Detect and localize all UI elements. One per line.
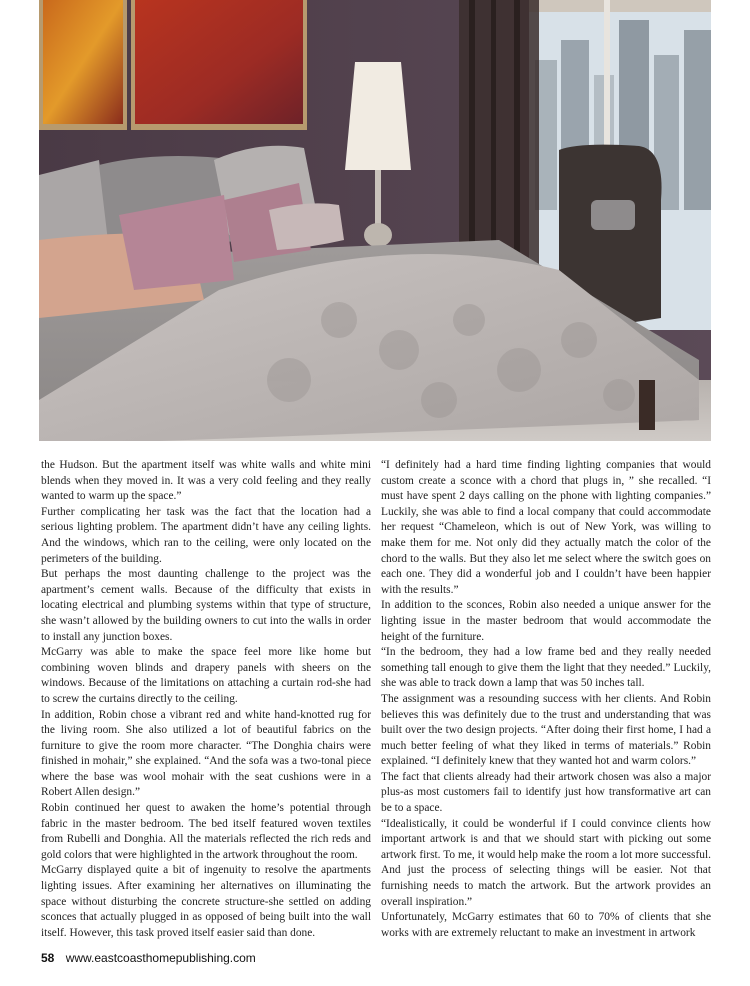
website-url[interactable]: www.eastcoasthomepublishing.com [65, 951, 256, 965]
paragraph: “Idealistically, it could be wonderful if I could convince clients how important artwork is and that we should start with picking out some artwork first. To me, it would help make the room a lot more successful. And just the process of selecting things will be easier. Not that furnishing needs to match the artwork. But the artwork provides an overall inspiration.” [381, 817, 711, 908]
paragraph: But perhaps the most daunting challenge to the project was the apartment’s cement walls. Because of the difficulty that exists in locating electrical and plumbing systems within that type of structure, she wasn’t allowed by the building owners to cut into the walls in order to install any junction boxes. [41, 568, 371, 643]
page-footer [41, 951, 256, 965]
article-right-column [381, 458, 711, 941]
page-number: 58 [41, 951, 55, 965]
paragraph: The assignment was a resounding success with her clients. And Robin believes this was definitely due to the trust and understanding that was built over the two design projects. “After doing their first home, I had a much better feeling of what they liked in terms of materials.” Robin explained. “I definitely knew that they wanted hot and warm colors.” [381, 692, 711, 768]
paragraph: Robin continued her quest to awaken the home’s potential through fabric in the master bedroom. The bed itself featured woven textiles from Rubelli and Donghia. All the materials reflected the rich reds and gold colors that were highlighted in the artwork throughout the room. [41, 802, 371, 861]
bedroom-photo [39, 0, 711, 441]
paragraph: In addition to the sconces, Robin also needed a unique answer for the lighting issue in the master bedroom that would accommodate the height of the furniture. [381, 599, 711, 643]
paragraph: Unfortunately, McGarry estimates that 60 to 70% of clients that she works with are extremely reluctant to make an investment in artwork [381, 911, 711, 939]
paragraph: “I definitely had a hard time finding lighting companies that would custom create a sconce with a chord that plugs in, ” she recalled. “I must have spent 2 days calling on the phone with lighting companies.” Luckily, she was able to find a local company that could accommodate her request “Chameleon, which is out of New York, was willing to make them for me. Not only did they actually match the color of the chord to the walls. But they also let me select where the switch goes on each one. They did a wonderful job and I couldn’t have been happier with the results.” [381, 459, 711, 596]
paragraph: McGarry was able to make the space feel more like home but combining woven blinds and drapery panels with sheers on the windows. Because of the limitations on attaching a curtain rod-she had to screw the curtains directly to the ceiling. [41, 646, 371, 705]
paragraph: the Hudson. But the apartment itself was white walls and white mini blends when they moved in. It was a very cold feeling and they really wanted to warm up the space.” [41, 459, 371, 503]
paragraph: The fact that clients already had their artwork chosen was also a major plus-as most customers fail to identify just how transformative art can be to a space. [381, 770, 711, 815]
article-left-column [41, 458, 371, 941]
paragraph: McGarry displayed quite a bit of ingenuity to resolve the apartments lighting issues. After examining her alternatives on illuminating the space without disturbing the concrete structure-she settled on adding sconces that actually plugged in as opposed of being built into the wall itself. However, this task proved itself easier said than done. [41, 864, 371, 939]
paragraph: In addition, Robin chose a vibrant red and white hand-knotted rug for the living room. She also utilized a lot of beautiful fabrics on the furniture to give the room more character. “The Donghia chairs were finished in mohair,” she explained. “And the sofa was a two-tonal piece where the base was wool mohair with the seat cushions were in a Robert Allen design.” [41, 708, 371, 799]
paragraph: “In the bedroom, they had a low frame bed and they really needed something tall enough to give them the light that they needed.” Luckily, she was able to track down a lamp that was 50 inches tall. [381, 646, 711, 690]
paragraph: Further complicating her task was the fact that the location had a serious lighting problem. The apartment didn’t have any ceiling lights. And the windows, which ran to the ceiling, were only located on the perimeters of the building. [41, 505, 371, 565]
